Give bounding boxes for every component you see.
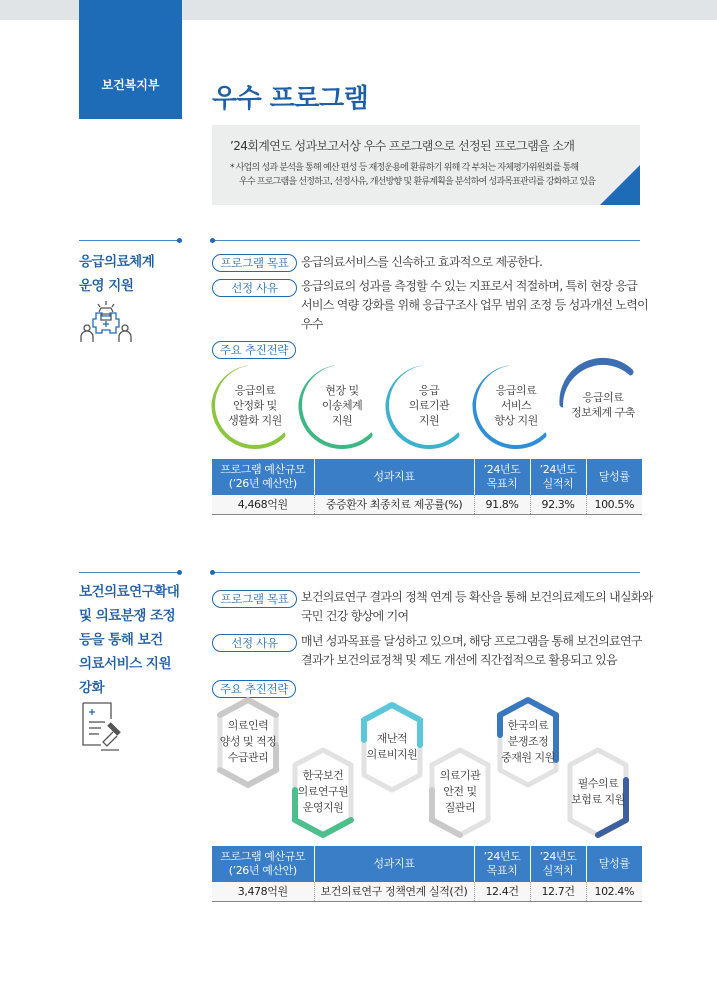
- section2-divider-left: [79, 572, 180, 573]
- cell-indicator: 중증환자 최종치료 제공률(%): [314, 495, 474, 514]
- section2-title: [79, 580, 179, 700]
- section1-reason-line: 우수: [301, 317, 323, 331]
- strategy-circle: 응급의료 안정화 및 생활화 지원: [215, 365, 295, 445]
- cell-budget: 3,478억원: [212, 882, 314, 901]
- section2-goal-label: 프로그램 목표: [212, 590, 297, 608]
- section2-reason-label: 선정 사유: [212, 634, 297, 652]
- strategy-circle: 응급의료 정보체계 구축: [563, 365, 643, 445]
- section2-goal-line: 국민 건강 향상에 기여: [301, 609, 409, 623]
- section1-reason-line: 서비스 역량 강화를 위해 응급구조사 업무 범위 조정 등 성과개선 노력이: [301, 298, 649, 312]
- cell-indicator: 보건의료연구 정책연계 실적(건): [314, 882, 474, 901]
- section2-strategy-label: 주요 추진전략: [212, 680, 296, 698]
- strategy-circle: 응급의료 서비스 향상 지원: [476, 365, 556, 445]
- header-rate: 달성률: [586, 846, 642, 882]
- intro-note-line1: * 사업의 성과 분석을 통해 예산 편성 등 재정운용에 환류하기 위해 각 부처는 자체평가위원회를 통해: [230, 163, 579, 173]
- intro-box: [212, 125, 640, 205]
- section2-reason-line: 매년 성과목표를 달성하고 있으며, 해당 프로그램을 통해 보건의료연구: [301, 634, 642, 648]
- section2-title-line: 등을 통해 보건: [79, 632, 163, 648]
- section2-divider-right: [212, 572, 640, 573]
- section2-title-line: 및 의료분쟁 조정: [79, 608, 176, 624]
- section2-title-line: 보건의료연구확대: [79, 584, 180, 600]
- strategy-hexagon: 한국보건 의료연구원 운영지원: [297, 769, 349, 814]
- strategy-hexagon: 한국의료 분쟁조정 중재원 지원: [501, 719, 555, 764]
- section2-title-line: 강화: [79, 680, 105, 696]
- section1-reason-text: [301, 277, 648, 334]
- header-rate: 달성률: [586, 459, 642, 495]
- section1-title: [79, 250, 154, 298]
- medical-document-gavel-icon: [79, 700, 133, 754]
- section2-performance-table: [212, 846, 642, 902]
- section2-reason-text: [301, 632, 642, 670]
- cell-budget: 4,468억원: [212, 495, 314, 514]
- section2-title-line: 의료서비스 지원: [79, 656, 171, 672]
- header-budget: 프로그램 예산규모 (’26년 예산안): [212, 459, 314, 495]
- table-row: [212, 882, 642, 901]
- section1-title-line: 응급의료체계: [79, 254, 155, 270]
- header-target: ’24년도 목표치: [474, 846, 530, 882]
- ministry-label: 보건복지부: [101, 78, 160, 92]
- strategy-hexagon: 재난적 의료비지원: [366, 732, 418, 761]
- emergency-medical-icon: [79, 298, 133, 352]
- intro-main-text: ’24회계연도 성과보고서상 우수 프로그램으로 선정된 프로그램을 소개: [230, 139, 575, 153]
- intro-corner-accent: [600, 165, 640, 205]
- intro-note-line2: 우수 프로그램을 선정하고, 선정사유, 개선방향 및 환류계획을 분석하여 성과목표관리를 강화하고 있음: [239, 177, 596, 187]
- header-indicator: 성과지표: [314, 459, 474, 495]
- strategy-hexagon: 의료인력 양성 및 적정 수급관리: [219, 719, 277, 764]
- section1-divider-right: [212, 240, 640, 241]
- section1-divider-left: [79, 240, 180, 241]
- intro-note: [230, 161, 626, 189]
- section1-goal-text: 응급의료서비스를 신속하고 효과적으로 제공한다.: [301, 255, 543, 269]
- page-title: 우수 프로그램: [212, 84, 369, 114]
- cell-actual: 12.7건: [530, 882, 586, 901]
- strategy-circle: 응급 의료기관 지원: [389, 365, 469, 445]
- section2-goal-line: 보건의료연구 결과의 정책 연계 등 확산을 통해 보건의료제도의 내실화와: [301, 590, 653, 604]
- cell-target: 91.8%: [474, 495, 530, 514]
- strategy-hexagon: 의료기관 안전 및 질관리: [439, 769, 481, 814]
- cell-target: 12.4건: [474, 882, 530, 901]
- header-indicator: 성과지표: [314, 846, 474, 882]
- table-row: [212, 495, 642, 514]
- strategy-circle: 현장 및 이송체계 지원: [302, 365, 382, 445]
- cell-actual: 92.3%: [530, 495, 586, 514]
- section1-performance-table: [212, 459, 642, 515]
- section1-title-line: 운영 지원: [79, 278, 134, 294]
- section1-goal-label: 프로그램 목표: [212, 254, 297, 272]
- section1-reason-label: 선정 사유: [212, 279, 297, 297]
- header-target: ’24년도 목표치: [474, 459, 530, 495]
- cell-rate: 102.4%: [586, 882, 642, 901]
- header-actual: ’24년도 실적치: [530, 459, 586, 495]
- ministry-tab: [79, 0, 182, 119]
- cell-rate: 100.5%: [586, 495, 642, 514]
- strategy-hexagon: 필수의료 보험료 지원: [571, 777, 625, 806]
- table-header-row: [212, 846, 642, 882]
- section2-goal-text: [301, 588, 653, 626]
- table-header-row: [212, 459, 642, 495]
- section1-strategy-label: 주요 추진전략: [212, 341, 296, 359]
- header-budget: 프로그램 예산규모 (’26년 예산안): [212, 846, 314, 882]
- section1-reason-line: 응급의료의 성과를 측정할 수 있는 지표로서 적절하며, 특히 현장 응급: [301, 279, 638, 293]
- header-actual: ’24년도 실적치: [530, 846, 586, 882]
- section2-reason-line: 결과가 보건의료정책 및 제도 개선에 직간접적으로 활용되고 있음: [301, 653, 617, 667]
